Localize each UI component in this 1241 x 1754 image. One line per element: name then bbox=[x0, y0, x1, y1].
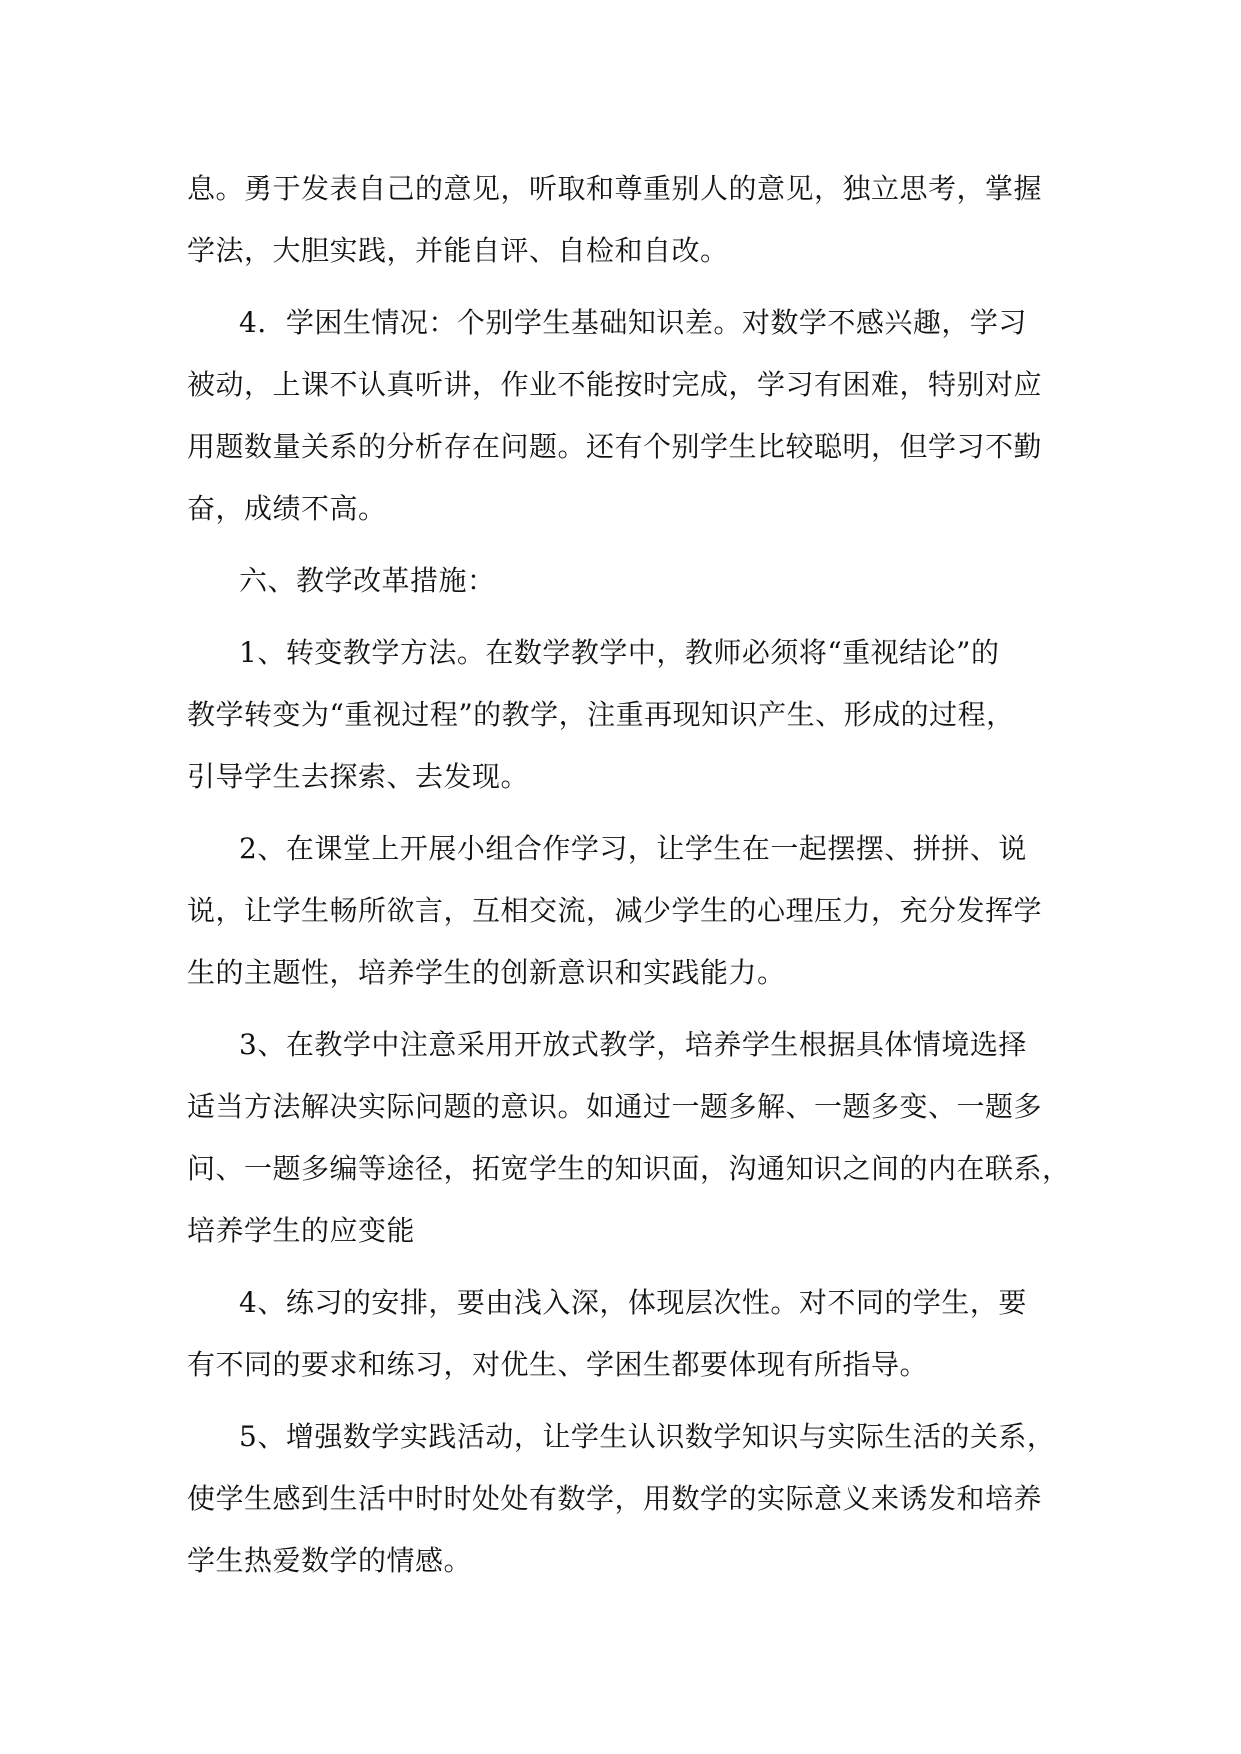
text-line: 问、一题多编等途径，拓宽学生的知识面，沟通知识之间的内在联系， bbox=[187, 1152, 1071, 1185]
text-line: 用题数量关系的分析存在问题。还有个别学生比较聪明，但学习不勤 bbox=[187, 430, 1043, 463]
text-line: 被动，上课不认真听讲，作业不能按时完成，学习有困难，特别对应 bbox=[187, 368, 1043, 401]
text-line: 引导学生去探索、去发现。 bbox=[187, 760, 530, 793]
text-line: 息。勇于发表自己的意见，听取和尊重别人的意见，独立思考，掌握 bbox=[187, 172, 1043, 205]
paragraph-struggling-students bbox=[187, 292, 1067, 540]
text-line: 有不同的要求和练习，对优生、学困生都要体现有所指导。 bbox=[187, 1348, 929, 1381]
text-line: 生的主题性，培养学生的创新意识和实践能力。 bbox=[187, 956, 786, 989]
paragraph-measure-5 bbox=[187, 1406, 1067, 1592]
text-line: 使学生感到生活中时时处处有数学，用数学的实际意义来诱发和培养 bbox=[187, 1482, 1043, 1515]
paragraph-measure-3 bbox=[187, 1014, 1071, 1262]
text-line: 3、在教学中注意采用开放式教学，培养学生根据具体情境选择 bbox=[239, 1028, 1027, 1061]
text-line: 说，让学生畅所欲言，互相交流，减少学生的心理压力，充分发挥学 bbox=[187, 894, 1043, 927]
text-line: 4、练习的安排，要由浅入深，体现层次性。对不同的学生，要 bbox=[239, 1286, 1027, 1319]
text-line: 4．学困生情况：个别学生基础知识差。对数学不感兴趣，学习 bbox=[239, 306, 1027, 339]
paragraph-measure-1 bbox=[187, 622, 1067, 808]
text-line: 2、在课堂上开展小组合作学习，让学生在一起摆摆、拼拼、说 bbox=[239, 832, 1027, 865]
paragraph-measure-4 bbox=[187, 1272, 1067, 1396]
paragraph-study-habits-continued bbox=[187, 158, 1067, 282]
text-line: 教学转变为“重视过程”的教学，注重再现知识产生、形成的过程， bbox=[187, 698, 1015, 731]
text-line: 适当方法解决实际问题的意识。如通过一题多解、一题多变、一题多 bbox=[187, 1090, 1043, 1123]
text-line: 5、增强数学实践活动，让学生认识数学知识与实际生活的关系， bbox=[239, 1420, 1056, 1453]
document-body bbox=[187, 158, 1071, 1592]
text-line: 学法，大胆实践，并能自评、自检和自改。 bbox=[187, 234, 729, 267]
text-line: 奋，成绩不高。 bbox=[187, 492, 387, 525]
paragraph-measure-2 bbox=[187, 818, 1067, 1004]
section-heading: 六、教学改革措施： bbox=[239, 564, 496, 597]
text-line: 培养学生的应变能 bbox=[187, 1214, 416, 1247]
text-line: 学生热爱数学的情感。 bbox=[187, 1544, 473, 1577]
section-heading-teaching-reform bbox=[187, 550, 1067, 612]
text-line: 1、转变教学方法。在数学教学中，教师必须将“重视结论”的 bbox=[239, 636, 1000, 669]
